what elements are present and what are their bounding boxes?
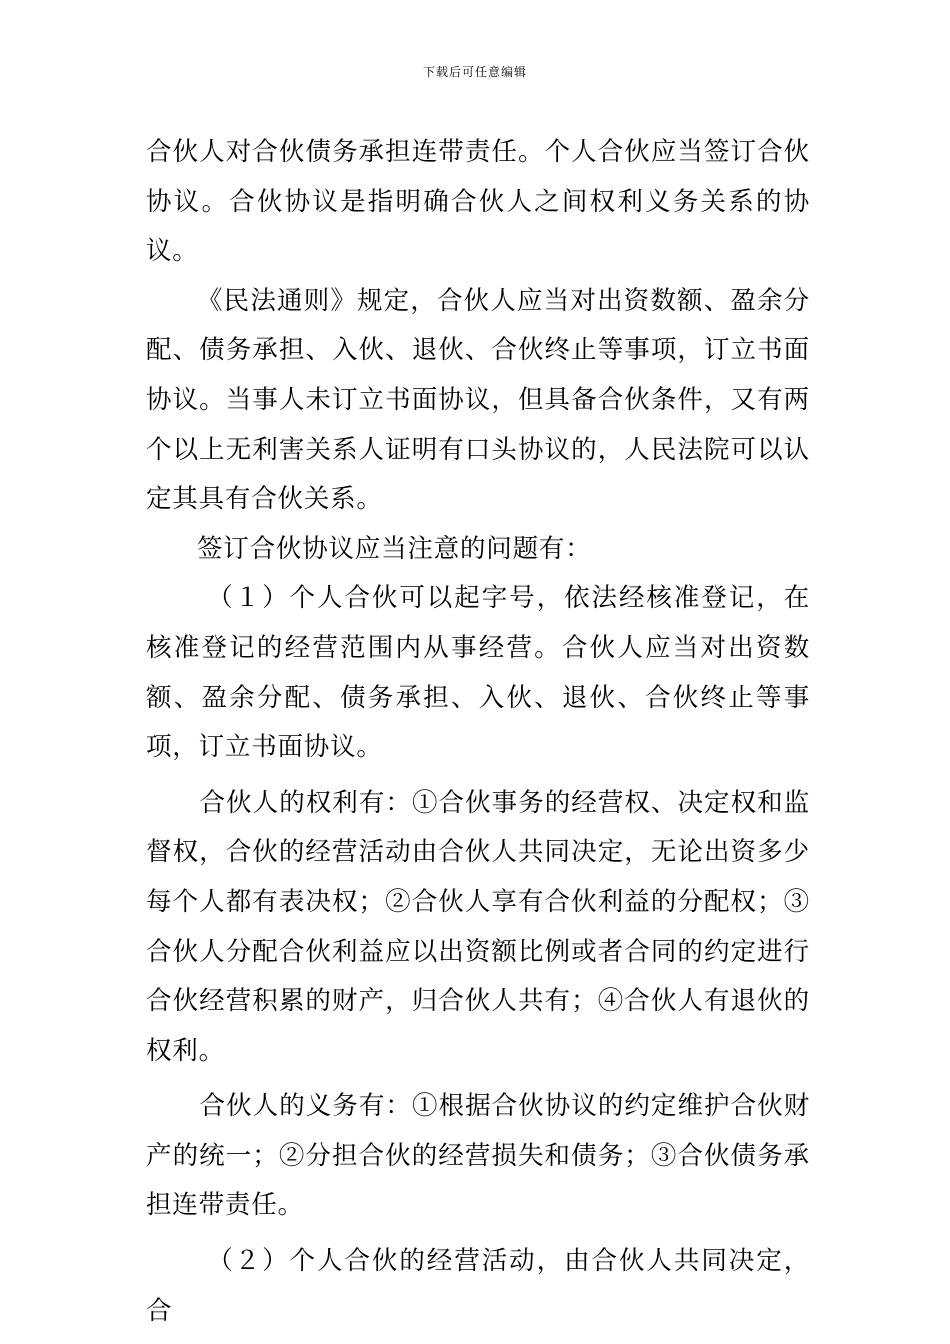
paragraph-7: （２）个人合伙的经营活动，由合伙人共同决定，合	[146, 1246, 810, 1326]
paragraph-4: （１）个人合伙可以起字号，依法经核准登记，在核准登记的经营范围内从事经营。合伙人应当对出资数额、盈余分配、债务承担、入伙、退伙、合伙终止等事项，订立书面协议。	[146, 583, 810, 763]
paragraph-2: 《民法通则》规定，合伙人应当对出资数额、盈余分配、债务承担、入伙、退伙、合伙终止等事项，订立书面协议。当事人未订立书面协议，但具备合伙条件，又有两个以上无利害关系人证明有口头协议的，人民法院可以认定其具有合伙关系。	[146, 285, 810, 515]
paragraph-6: 合伙人的义务有：①根据合伙协议的约定维护合伙财产的统一；②分担合伙的经营损失和债务；③合伙债务承担连带责任。	[146, 1091, 810, 1221]
document-body	[146, 128, 810, 1336]
paragraph-3: 签订合伙协议应当注意的问题有：	[197, 533, 592, 564]
page-header: 下载后可任意编辑	[422, 65, 527, 79]
paragraph-1: 合伙人对合伙债务承担连带责任。个人合伙应当签订合伙协议。合伙协议是指明确合伙人之间权利义务关系的协议。	[146, 137, 810, 267]
paragraph-5: 合伙人的权利有：①合伙事务的经营权、决定权和监督权，合伙的经营活动由合伙人共同决定，无论出资多少每个人都有表决权；②合伙人享有合伙利益的分配权；③合伙人分配合伙利益应以出资额比例或者合同的约定进行合伙经营积累的财产，归合伙人共有；④合伙人有退伙的权利。	[146, 787, 810, 1066]
